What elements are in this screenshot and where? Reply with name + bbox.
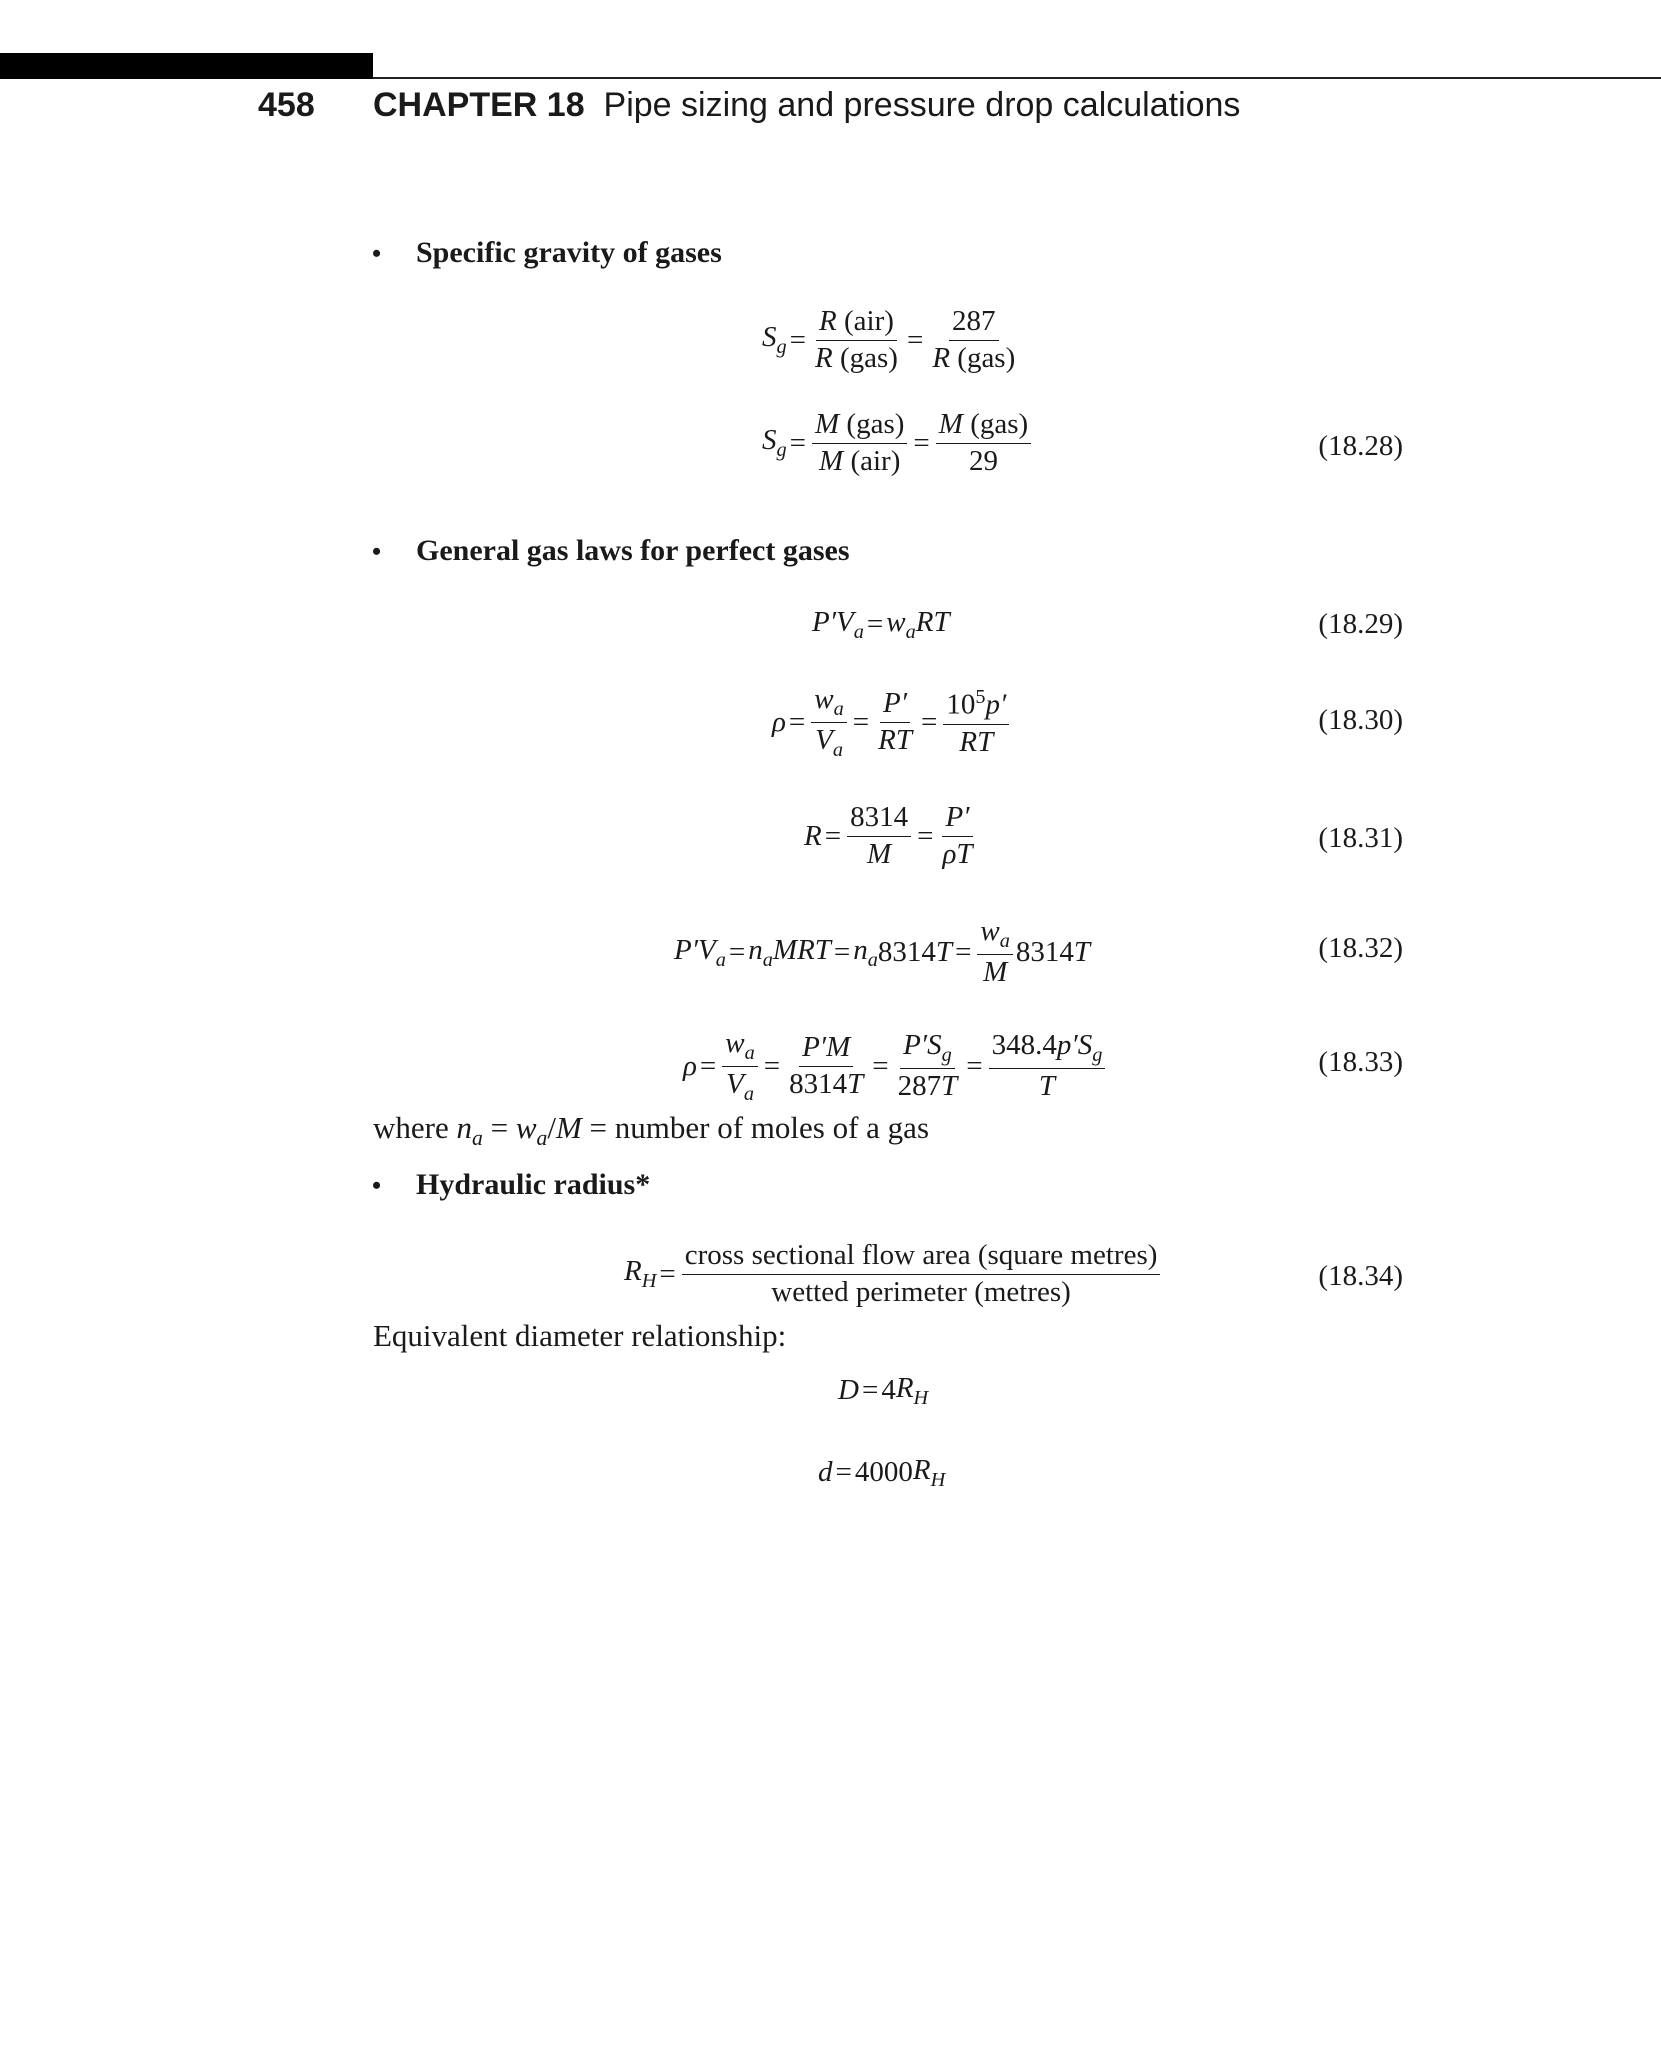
header-bar <box>0 53 373 79</box>
bullet-icon: • <box>372 239 382 268</box>
section-hydraulic-radius: • Hydraulic radius* <box>372 1168 651 1201</box>
equation-sg-m: $S_g$ = $\frac{\text{M (gas)}}{\text{M (air)}}$ = $\frac{\text{M (gas)}}{29}$ <box>762 409 1034 478</box>
equation-number: (18.29) <box>1318 608 1403 640</box>
header-rule <box>373 77 1661 79</box>
equation-density-sg: ρ = $\frac{w_a}{V_a}$ = $\frac{P'M}{8314T}$ = $\frac{P'S_g}{287T}$ = $\frac{348.4p'S_g}{T}$ <box>683 1028 1108 1105</box>
equation-number: (18.30) <box>1318 704 1403 736</box>
bullet-icon: • <box>372 537 382 566</box>
equation-diameter-D: D = 4 $R_H$ <box>838 1372 929 1409</box>
equation-diameter-d: d = 4000 $R_H$ <box>818 1454 946 1491</box>
equation-ideal-gas: $P'V_a$ = $w_aRT$ <box>812 606 950 643</box>
equation-number: (18.31) <box>1318 822 1403 854</box>
equation-number: (18.33) <box>1318 1046 1403 1078</box>
equation-hydraulic-radius: $R_H$ = $\frac{\text{cross sectional flow area (square metres)}}{\text{wetted perimeter (metres)}}$ <box>624 1240 1163 1309</box>
bullet-icon: • <box>372 1171 382 1200</box>
equation-number: (18.34) <box>1318 1260 1403 1292</box>
chapter-title: Pipe sizing and pressure drop calculations <box>603 86 1241 124</box>
equivalent-diameter-text: Equivalent diameter relationship: <box>373 1318 787 1353</box>
equation-gas-constant: R = $\frac{8314}{M}$ = $\frac{P'}{\rho T}$ <box>804 801 973 870</box>
where-clause: where $n_a = w_a/M$ = number of moles of a gas <box>373 1110 930 1151</box>
chapter-label: CHAPTER 18 <box>373 86 585 124</box>
equation-moles: $P'V_a$ = $n_aMRT$ = $n_a$ 8314 T = $\frac{w_a}{M}$ 8314 T <box>674 915 1091 989</box>
equation-number: (18.28) <box>1318 430 1403 462</box>
page-number: 458 <box>258 86 315 124</box>
equation-sg-r: $S_g$ = $\frac{\text{R (air)}}{\text{R (gas)}}$ = $\frac{287}{\text{R (gas)}}$ <box>762 305 1016 374</box>
chapter-heading <box>373 86 1240 125</box>
section-gas-laws: • General gas laws for perfect gases <box>372 534 850 567</box>
section-specific-gravity: • Specific gravity of gases <box>372 236 722 269</box>
equation-density: ρ = $\frac{w_a}{V_a}$ = $\frac{P'}{RT}$ = $\frac{10^5p'}{RT}$ <box>772 684 1012 761</box>
equation-number: (18.32) <box>1318 932 1403 964</box>
